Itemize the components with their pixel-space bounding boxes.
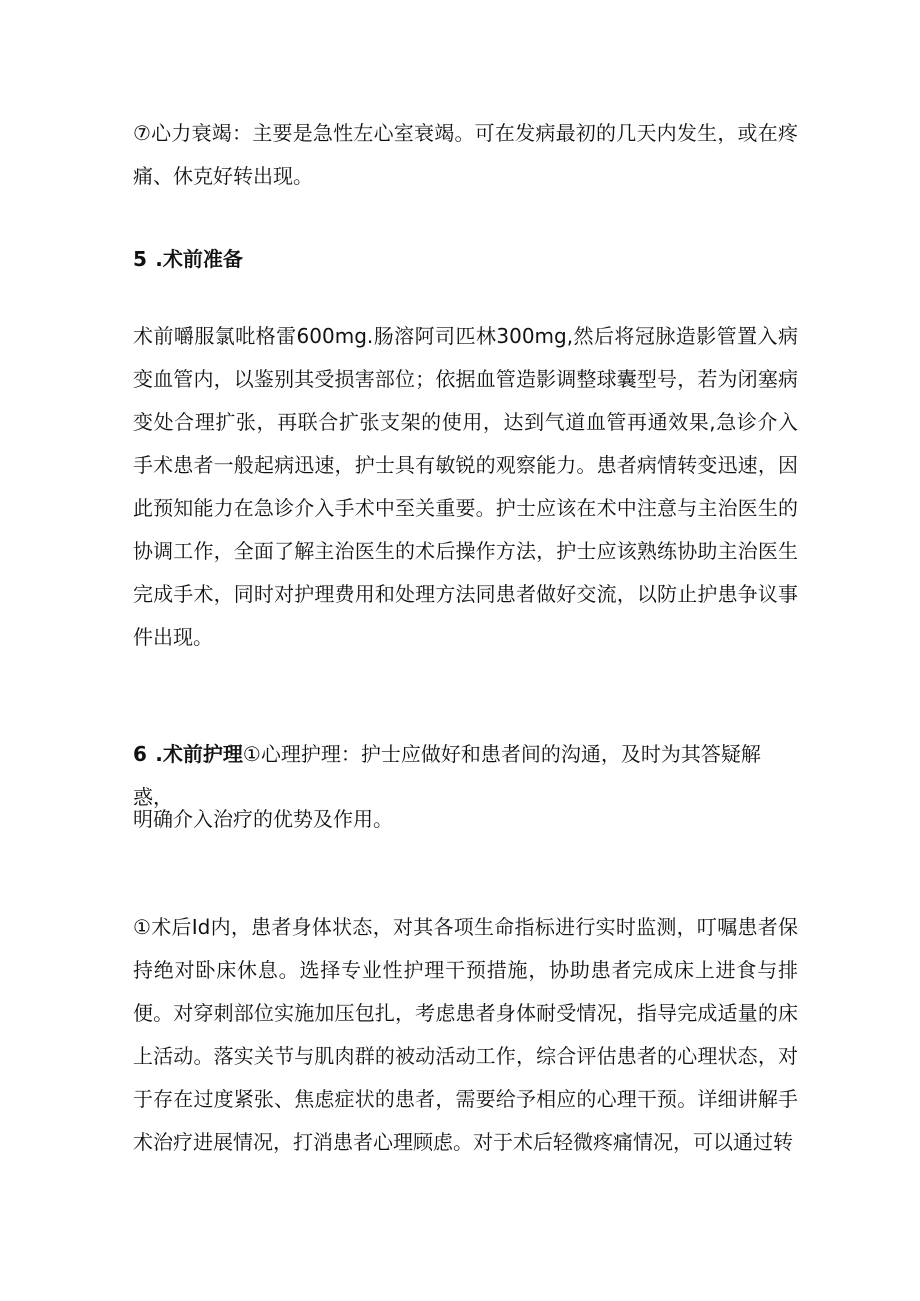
section-title-5: .术前准备 bbox=[155, 247, 243, 271]
paragraph-preop-preparation: 术前嚼服氯吡格雷600mg.肠溶阿司匹林300mg,然后将冠脉造影管置入病变血管内，以鉴别其受损害部位；依据血管造影调整球囊型号，若为闭塞病变处合理扩张，再联合扩张支架的使用，达到气道血管再通效果,急诊介入手术患者一般起病迅速，护士具有敏锐的观察能力。患者病情转变迅速，因此预知能力在急诊介入手术中至关重要。护士应该在术中注意与主治医生的协调工作，全面了解主治医生的术后操作方法，护士应该熟练协助主治医生完成手术，同时对护理费用和处理方法同患者做好交流，以防止护患争议事件出现。 bbox=[133, 324, 798, 649]
paragraph-intervention-advantages: 明确介入治疗的优势及作用。 bbox=[133, 807, 393, 831]
section-number-6: 6 bbox=[133, 742, 149, 766]
section-title-6: .术前护理 bbox=[155, 742, 243, 766]
paragraph-postop-care: ①术后Id内，患者身体状态，对其各项生命指标进行实时监测，叮嘱患者保持绝对卧床休息。选择专业性护理干预措施，协助患者完成床上进食与排便。对穿刺部位实施加压包扎，考虑患者身体耐受情况，指导完成适量的床上活动。落实关节与肌肉群的被动活动工作，综合评估患者的心理状态，对于存在过度紧张、焦虑症状的患者，需要给予相应的心理干预。详细讲解手术治疗进展情况，打消患者心理顾虑。对于术后轻微疼痛情况，可以通过转 bbox=[133, 915, 798, 1154]
section-number-5: 5 bbox=[133, 247, 149, 271]
section-6-text: ①心理护理：护士应做好和患者间的沟通，及时为其答疑解惑， bbox=[133, 742, 761, 809]
section-heading-5 bbox=[133, 238, 798, 281]
paragraph-heart-failure: ⑦心力衰竭：主要是急性左心室衰竭。可在发病最初的几天内发生，或在疼痛、休克好转出现。 bbox=[133, 121, 798, 188]
